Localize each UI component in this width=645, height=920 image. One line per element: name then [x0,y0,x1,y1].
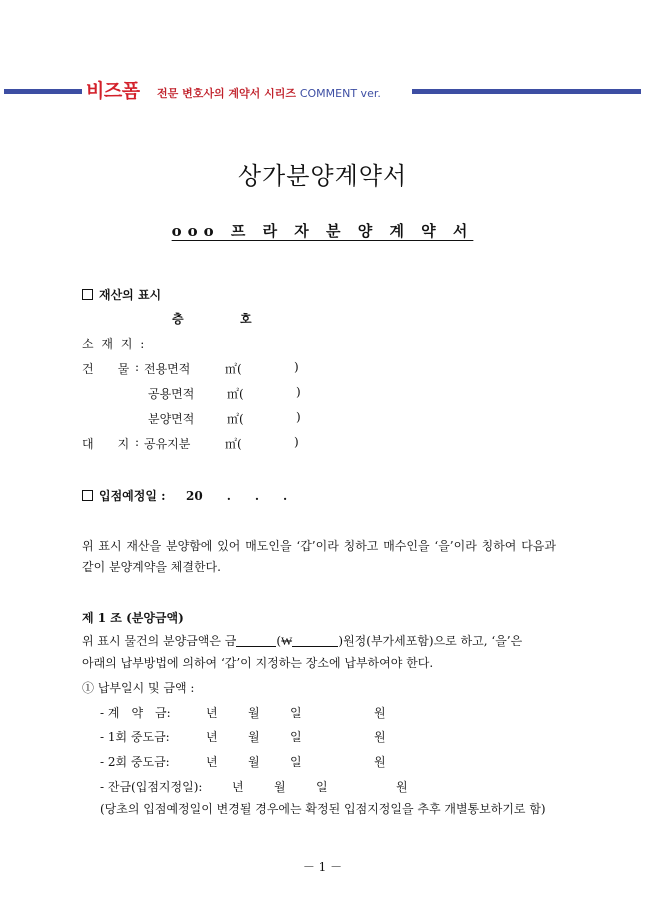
brand-logo: 비즈폼 [86,80,140,102]
version-text: COMMENT ver. [299,87,381,100]
area-item: 공유지분 [144,437,191,451]
checkbox-icon [82,289,93,300]
unit-label: 호 [240,312,252,326]
land-colon: : [135,435,140,449]
article1-text-a: 위 표시 물건의 분양금액은 금 [82,634,237,648]
document-subtitle-text: ooo 프 라 자 분 양 계 약 서 [171,222,474,240]
area-item: 분양면적 [148,412,195,426]
intro-paragraph: 위 표시 재산을 분양함에 있어 매도인을 ‘갑’이라 칭하고 매수인을 ‘을’이라 칭하여 다음과 같이 분양계약을 체결한다. [82,539,556,574]
payment-won: 원 [374,755,386,769]
header-rule-left [4,89,82,94]
building-colon: : [135,360,140,374]
amount-blank [236,634,276,647]
floor-label: 층 [172,312,184,326]
payment-month: 월 [248,730,260,744]
article1-text-b: (₩ [276,634,293,648]
area-close: ) [296,410,301,424]
payment-label: - 2회 중도금: [100,755,170,769]
article1-heading: 제 1 조 (분양금액) [82,611,184,625]
area-close: ) [294,360,299,374]
area-item: 공용면적 [148,387,195,401]
checkbox-icon [82,490,93,501]
payment-month: 월 [248,755,260,769]
move-in-date: 20 . . . [186,489,288,503]
payment-won: 원 [396,780,408,794]
area-unit: ㎡( [225,362,242,376]
property-heading [82,286,161,303]
payment-won: 원 [374,730,386,744]
article1-line1 [82,632,522,649]
property-heading-text: 재산의 표시 [99,288,162,302]
payment-month: 월 [248,706,260,720]
area-unit: ㎡( [225,437,242,451]
payment-label: - 계 약 금: [100,706,171,720]
article1-text-c: )원정(부가세포함)으로 하고, ‘을’은 [338,634,523,648]
payment-year: 년 [206,755,218,769]
document-title: 상가분양계약서 [237,162,408,190]
payment-day: 일 [290,755,302,769]
amount-blank [292,634,338,647]
payment-year: 년 [206,706,218,720]
header-bar [0,80,645,102]
payment-label: - 잔금(입점지정일): [100,780,203,794]
document-subtitle [0,220,645,241]
land-label: 대 지 [82,437,130,451]
payment-day: 일 [290,730,302,744]
area-close: ) [296,385,301,399]
payment-year: 년 [206,730,218,744]
series-text: 전문 변호사의 계약서 시리즈 [157,87,296,100]
location-label: 소 재 지 : [82,337,147,351]
area-unit: ㎡( [227,412,244,426]
area-close: ) [294,435,299,449]
payment-month: 월 [274,780,286,794]
building-label: 건 물 [82,362,130,376]
article1-line2: 아래의 납부방법에 의하여 ‘갑’이 지정하는 장소에 납부하여야 한다. [82,656,434,670]
payment-item-heading: ① 납부일시 및 금액 : [82,681,195,695]
area-item: 전용면적 [144,362,191,376]
payment-label: - 1회 중도금: [100,730,170,744]
payment-day: 일 [290,706,302,720]
move-in-heading-text: 입점예정일 : [99,489,166,503]
payment-year: 년 [232,780,244,794]
header-rule-right [412,89,641,94]
area-unit: ㎡( [227,387,244,401]
payment-won: 원 [374,706,386,720]
payment-note: (당초의 입점예정일이 변경될 경우에는 확정된 입점지정일을 추후 개별통보하기로 함) [100,802,546,816]
move-in-heading [82,487,166,504]
page-number: － 1 － [302,860,343,874]
payment-day: 일 [316,780,328,794]
series-label [157,85,381,101]
